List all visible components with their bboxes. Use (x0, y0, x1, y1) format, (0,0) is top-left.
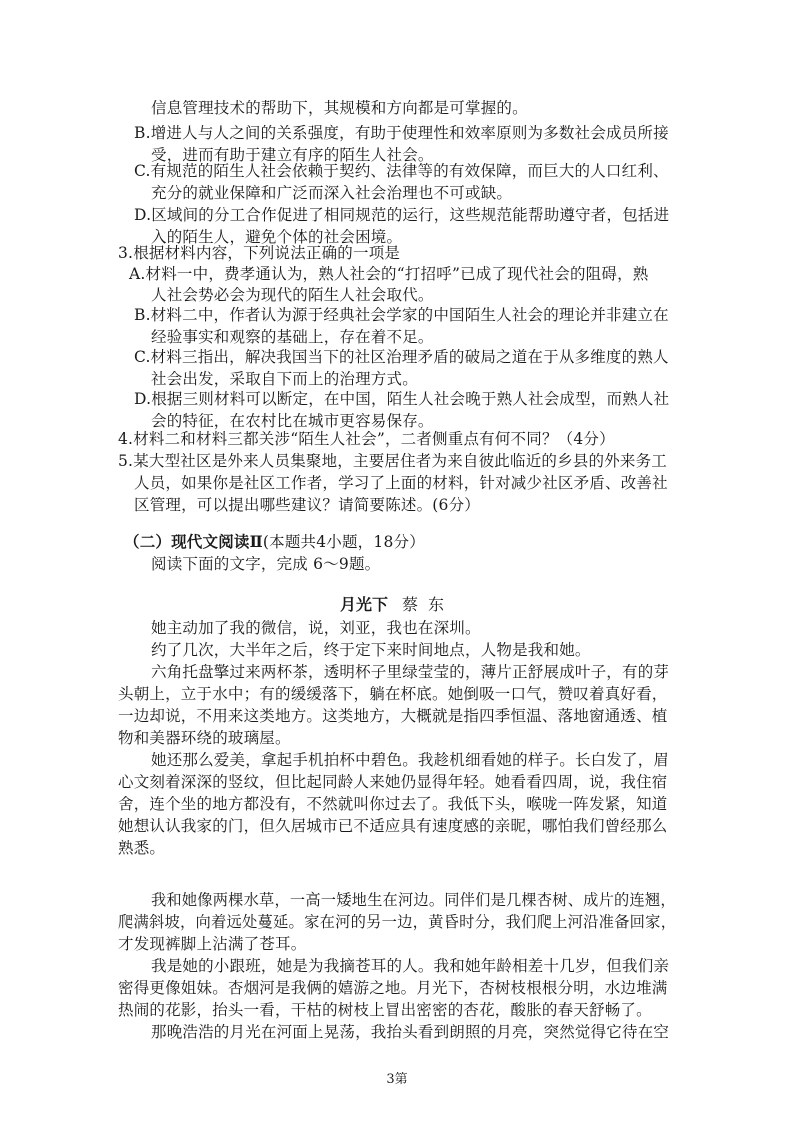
option-c: C.有规范的陌生人社会依赖于契约、法律等的有效保障，而巨大的人口红利、 (134, 162, 669, 180)
article-line: 热闹的花影，抬头一看，干枯的树枝上冒出密密的杏花，酸胀的春天舒畅了。 (118, 1001, 652, 1019)
text-line: 人员，如果你是社区工作者，学习了上面的材料，针对减少社区矛盾、改善社 (134, 474, 668, 492)
section-note: (本题共4小题，18分） (262, 533, 425, 551)
option-c: C.材料三指出，解决我国当下的社区治理矛盾的破局之道在于从多维度的熟人 (134, 348, 669, 366)
article-paragraph: 她主动加了我的微信，说，刘亚，我也在深圳。 (151, 619, 481, 637)
section-heading: （二）现代文阅读Ⅱ (124, 532, 263, 551)
page-number: 3第 (386, 1072, 408, 1087)
article-paragraph: 我是她的小跟班，她是为我摘苍耳的人。我和她年龄相差十几岁，但我们亲 (151, 957, 670, 975)
article-line: 心文刻着深深的竖纹，但比起同龄人来她仍显得年轻。她看看四周，说，我住宿 (118, 773, 668, 791)
section-header (124, 531, 425, 553)
article-paragraph: 她还那么爱美，拿起手机拍杯中碧色。我趁机细看她的样子。长白发了，眉 (151, 751, 670, 769)
article-line: 爬满斜坡，向着远处蔓延。家在河的另一边，黄昏时分，我们爬上河沿准备回家， (118, 913, 677, 931)
text-line: 会的特征，在农村比在城市更容易保存。 (151, 412, 434, 430)
section-instruction: 阅读下面的文字，完成 6～9题。 (151, 555, 381, 573)
text-line: 充分的就业保障和广泛而深入社会治理也不可或缺。 (151, 184, 513, 202)
text-line: 入的陌生人，避免个体的社会困境。 (151, 228, 403, 246)
option-a: A.材料一中，费孝通认为，熟人社会的“打招呼”已成了现代社会的阻碍，熟 (129, 265, 649, 283)
article-title-block (0, 594, 794, 616)
question-4: 4.材料二和材料三都关涉“陌生人社会”，二者侧重点有何不同？（4分） (118, 430, 615, 448)
article-line: 密得更像姐妹。杏烟河是我俩的嬉游之地。月光下，杏树枝根根分明，水边堆满 (118, 979, 668, 997)
article-line: 物和美器环绕的玻璃屋。 (118, 729, 291, 747)
article-paragraph: 我和她像两棵水草，一高一矮地生在河边。同伴们是几棵杏树、成片的连翘， (151, 891, 676, 909)
article-paragraph: 那晚浩浩的月光在河面上晃荡，我抬头看到朗照的月亮，突然觉得它待在空 (151, 1023, 670, 1041)
article-line: 头朝上，立于水中；有的缓缓落下，躺在杯底。她倒吸一口气，赞叹着真好看， (118, 685, 668, 703)
option-b: B.材料二中，作者认为源于经典社会学家的中国陌生人社会的理论并非建立在 (134, 306, 669, 324)
article-line: 才发现裤脚上沾满了苍耳。 (118, 935, 307, 953)
article-line: 熟悉。 (118, 839, 166, 857)
option-b: B.增进人与人之间的关系强度，有助于使理性和效率原则为多数社会成员所接 (134, 124, 669, 142)
article-paragraph: 约了几次，大半年之后，终于定下来时间地点，人物是我和她。 (151, 641, 591, 659)
article-line: 舍，连个坐的地方都没有，不然就叫你过去了。我低下头，喉咙一阵发紧，知道 (118, 795, 668, 813)
article-author: 蔡东 (402, 595, 455, 614)
text-line: 区管理，可以提出哪些建议？请简要陈述。(6分） (134, 496, 481, 514)
option-d: D.根据三则材料可以断定，在中国，陌生人社会晚于熟人社会成型，而熟人社 (134, 390, 670, 408)
text-line: 社会出发，采取自下而上的治理方式。 (151, 370, 418, 388)
text-line: 经验事实和观察的基础上，存在着不足。 (151, 328, 434, 346)
question-5: 5.某大型社区是外来人员集聚地，主要居住者为来自彼此临近的乡县的外来务工 (118, 452, 667, 470)
question-3: 3.根据材料内容，下列说法正确的一项是 (118, 244, 401, 262)
text-line: 人社会势必会为现代的陌生人社会取代。 (151, 286, 434, 304)
option-d: D.区域间的分工合作促进了相同规范的运行，这些规范能帮助遵守者，包括进 (134, 206, 670, 224)
text-line: 受，进而有助于建立有序的陌生人社会。 (151, 146, 434, 164)
article-line: 一边却说，不用来这类地方。这类地方，大概就是指四季恒温、落地窗通透、植 (118, 707, 668, 725)
article-paragraph: 六角托盘擎过来两杯茶，透明杯子里绿莹莹的，薄片正舒展成叶子，有的芽 (151, 663, 670, 681)
article-line: 她想认认我家的门，但久居城市已不适应具有速度感的亲昵，哪怕我们曾经那么 (118, 817, 668, 835)
text-line: 信息管理技术的帮助下，其规模和方向都是可掌握的。 (151, 99, 528, 117)
article-title: 月光下 (339, 595, 388, 614)
